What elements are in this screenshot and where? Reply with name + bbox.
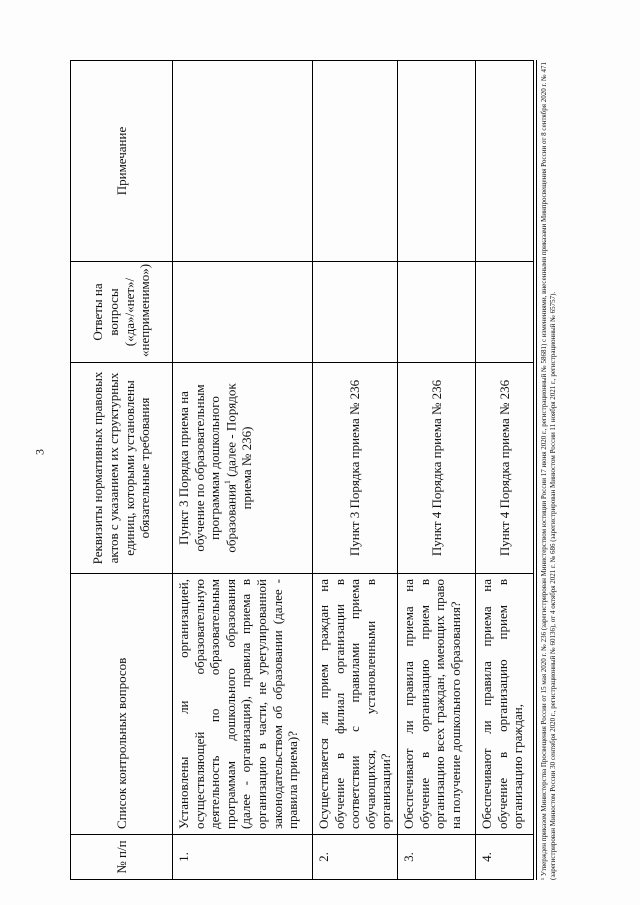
page-number: 3	[32, 449, 47, 455]
table-row	[173, 61, 313, 880]
row-answer	[173, 262, 313, 363]
header-note: Примечание	[71, 61, 173, 262]
table-row	[475, 61, 533, 880]
rotated-content	[70, 60, 557, 880]
row-num: 3.	[397, 835, 475, 880]
row-question: Обеспечивают ли правила приема на обучение в организацию прием в организацию граждан,	[475, 574, 533, 835]
header-question: Список контрольных вопросов	[71, 574, 173, 835]
row-note	[475, 61, 533, 262]
row-answer	[475, 262, 533, 363]
row-answer	[313, 262, 398, 363]
header-answers: Ответы на вопросы («да»/«нет»/ «неприменимо»)	[71, 262, 173, 363]
header-num: № п/п	[71, 835, 173, 880]
row-num: 2.	[313, 835, 398, 880]
requisites-text: Пункт 3 Порядка приема на обучение по образовательным программам дошкольного образования	[176, 384, 239, 553]
row-num: 4.	[475, 835, 533, 880]
footnote: ¹ Утвержден приказом Министерства Просвещения России от 15 мая 2020 г. № 236 (зарегистрирован Министерством юстиции России 17 июня 2020 г., регистрационный № 58681) с изменениями, внесенными приказами Минпросвещения России от 8 сентября 2020 г. № 471 (зарегистрирован Минюстом России 30 сентября 2020 г., регистрационный № 60136), от 4 октября 2021 г. № 686 (зарегистрирован Минюстом России 11 ноября 2021 г., регистрационный № 65757).	[536, 60, 558, 880]
table-row	[397, 61, 475, 880]
row-question: Установлены ли организацией, осуществляющей образовательную деятельность по образовательным программам дошкольного образования (далее - организация), правила приема в организацию в части, не урегулированной законодательством об образовании (далее - правила приема)?	[173, 574, 313, 835]
row-note	[397, 61, 475, 262]
header-requisites: Реквизиты нормативных правовых актов с указанием их структурных единиц, которыми установлены обязательные требования	[71, 363, 173, 574]
row-answer	[397, 262, 475, 363]
row-requisites	[173, 363, 313, 574]
requisites-tail: (далее - Порядок приема № 236)	[223, 383, 254, 510]
row-note	[313, 61, 398, 262]
row-question: Обеспечивают ли правила приема на обучение в организацию прием в организацию всех граждан, имеющих право на получение дошкольного образования?	[397, 574, 475, 835]
row-question: Осуществляется ли прием граждан на обучение в филиал организации в соответствии с правилами приема обучающихся, установленными в организации?	[313, 574, 398, 835]
row-requisites: Пункт 3 Порядка приема № 236	[313, 363, 398, 574]
row-note	[173, 61, 313, 262]
table-header-row	[71, 61, 173, 880]
checklist-table	[70, 60, 534, 880]
row-num: 1.	[173, 835, 313, 880]
footnote-mark: 1	[222, 480, 232, 485]
row-requisites: Пункт 4 Порядка приема № 236	[475, 363, 533, 574]
table-row	[313, 61, 398, 880]
row-requisites: Пункт 4 Порядка приема № 236	[397, 363, 475, 574]
